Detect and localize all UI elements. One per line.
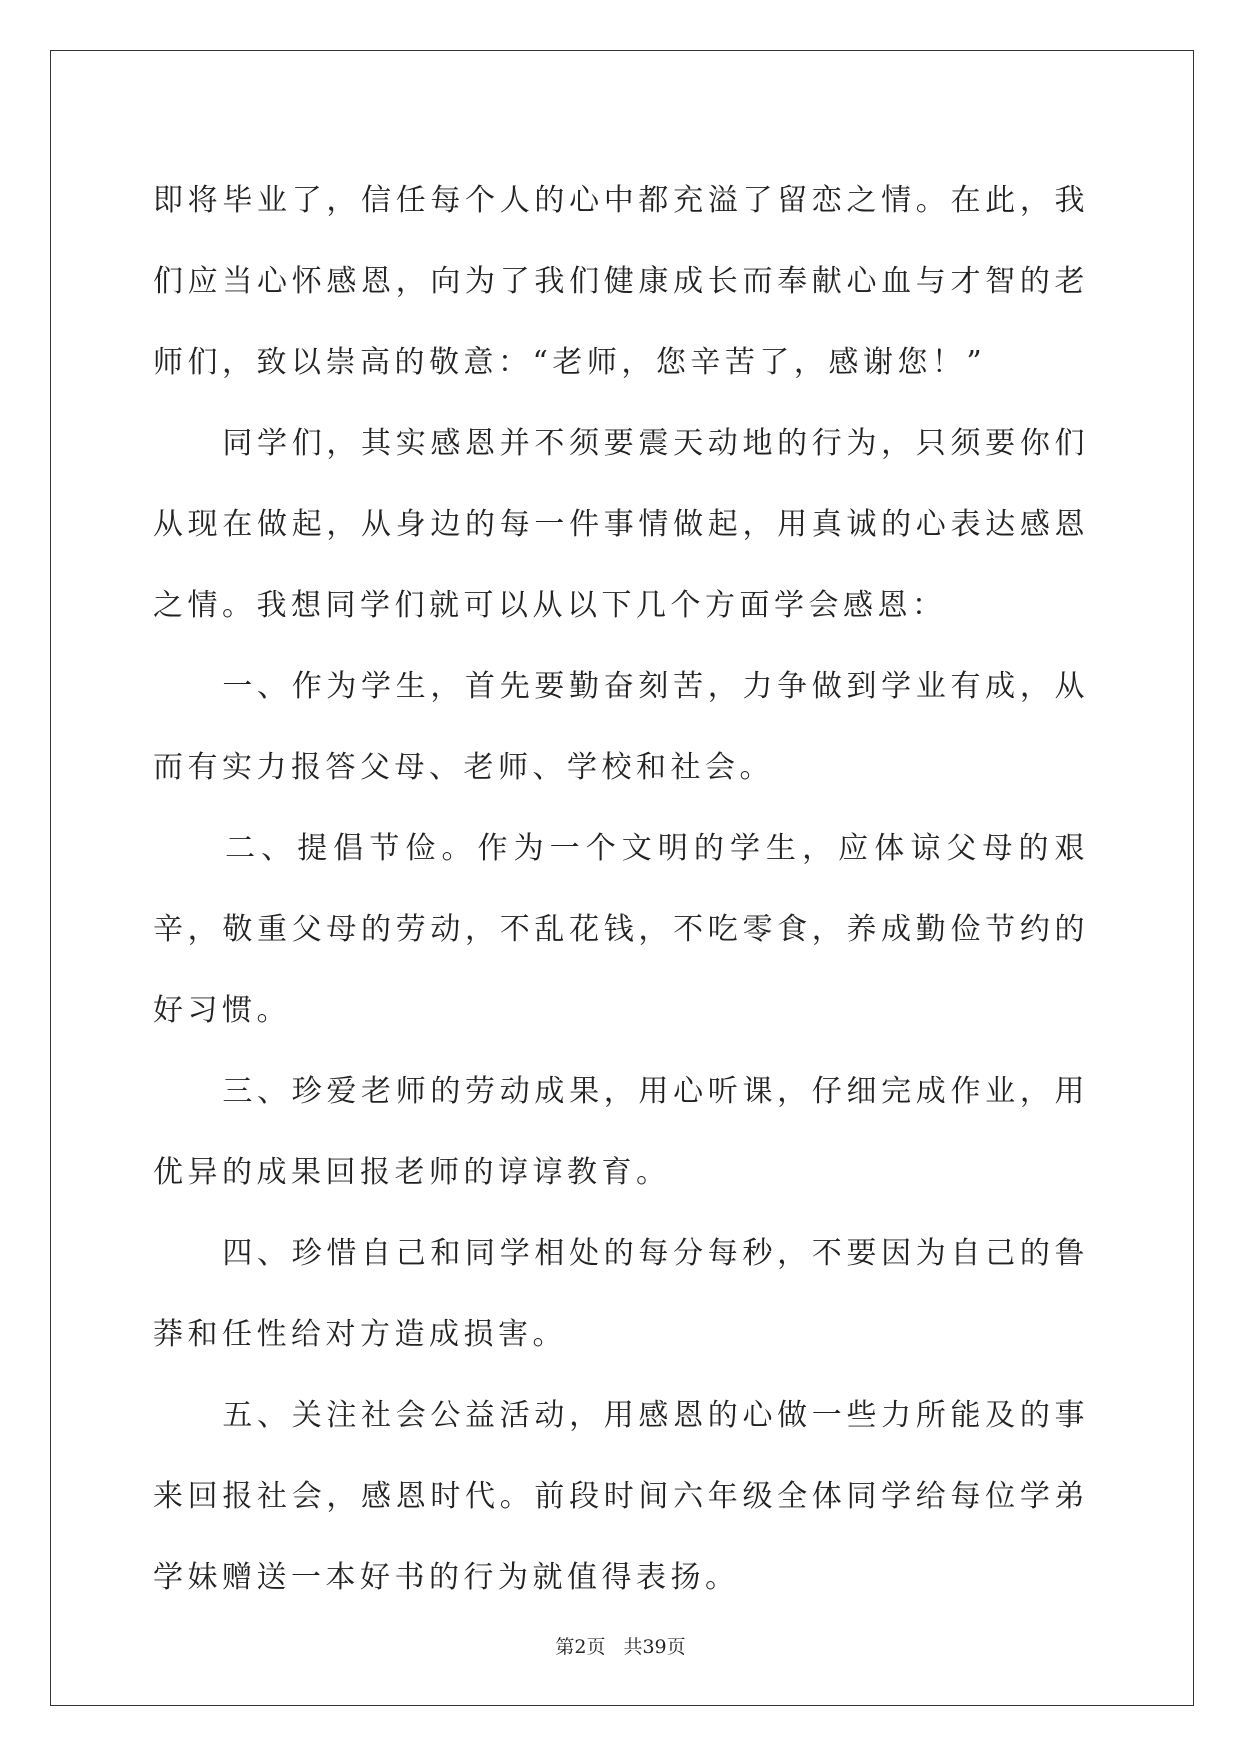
- paragraph: 四、珍惜自己和同学相处的每分每秒，不要因为自己的鲁莽和任性给对方造成损害。: [153, 1236, 1089, 1352]
- paragraph: 二、提倡节俭。作为一个文明的学生，应体谅父母的艰辛，敬重父母的劳动，不乱花钱，不吃零食，养成勤俭节约的好习惯。: [153, 831, 1089, 1028]
- paragraph: 三、珍爱老师的劳动成果，用心听课，仔细完成作业，用优异的成果回报老师的谆谆教育。: [153, 1074, 1089, 1190]
- paragraph: 一、作为学生，首先要勤奋刻苦，力争做到学业有成，从而有实力报答父母、老师、学校和社会。: [153, 669, 1089, 785]
- paragraph: 同学们，其实感恩并不须要震天动地的行为，只须要你们从现在做起，从身边的每一件事情做起，用真诚的心表达感恩之情。我想同学们就可以从以下几个方面学会感恩：: [153, 426, 1089, 623]
- page-number: 第2页: [555, 1636, 606, 1658]
- document-body: [153, 160, 1089, 1618]
- paragraph: 五、关注社会公益活动，用感恩的心做一些力所能及的事来回报社会，感恩时代。前段时间六年级全体同学给每位学弟学妹赠送一本好书的行为就值得表扬。: [153, 1398, 1089, 1595]
- page-footer: [0, 1632, 1241, 1659]
- paragraph: 即将毕业了，信任每个人的心中都充溢了留恋之情。在此，我们应当心怀感恩，向为了我们健康成长而奉献心血与才智的老师们，致以崇高的敬意：“老师，您辛苦了，感谢您！”: [153, 183, 1089, 380]
- page-total: 共39页: [623, 1636, 686, 1658]
